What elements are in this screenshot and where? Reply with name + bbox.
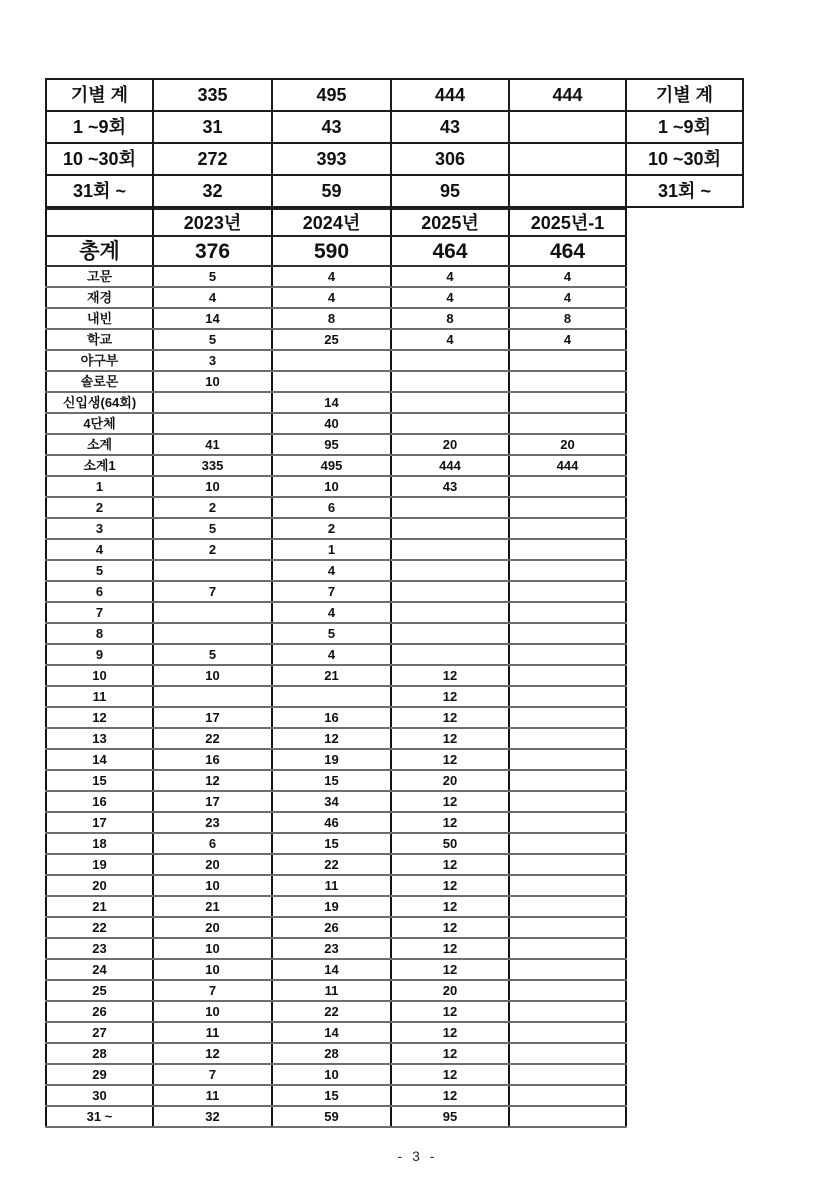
value-cell: 4 xyxy=(391,329,509,350)
value-cell: 41 xyxy=(153,434,272,455)
row-label-cell: 1 ~9회 xyxy=(46,111,153,143)
value-cell: 14 xyxy=(272,959,391,980)
table-row xyxy=(46,959,626,980)
row-label-cell: 11 xyxy=(46,686,153,707)
value-cell: 43 xyxy=(391,476,509,497)
row-label-cell: 9 xyxy=(46,644,153,665)
value-cell: 10 xyxy=(153,371,272,392)
value-cell: 4 xyxy=(272,266,391,287)
row-label-cell: 23 xyxy=(46,938,153,959)
table-row xyxy=(46,602,626,623)
value-cell xyxy=(509,371,626,392)
table-row xyxy=(46,812,626,833)
table-row xyxy=(46,350,626,371)
value-cell: 12 xyxy=(391,1064,509,1085)
value-cell xyxy=(509,413,626,434)
row-label-cell: 26 xyxy=(46,1001,153,1022)
year-header-cell xyxy=(46,209,153,236)
value-cell: 12 xyxy=(391,1001,509,1022)
value-cell: 12 xyxy=(391,917,509,938)
value-cell: 12 xyxy=(391,854,509,875)
value-cell xyxy=(509,980,626,1001)
value-cell: 16 xyxy=(272,707,391,728)
row-label-cell-right: 1 ~9회 xyxy=(626,111,743,143)
value-cell: 46 xyxy=(272,812,391,833)
value-cell xyxy=(509,812,626,833)
value-cell: 32 xyxy=(153,1106,272,1127)
value-cell: 15 xyxy=(272,1085,391,1106)
value-cell xyxy=(391,623,509,644)
value-cell: 5 xyxy=(153,644,272,665)
value-cell: 7 xyxy=(153,980,272,1001)
value-cell: 22 xyxy=(272,854,391,875)
value-cell xyxy=(391,392,509,413)
value-cell: 2 xyxy=(153,539,272,560)
table-row xyxy=(46,665,626,686)
table-row xyxy=(46,308,626,329)
table-row xyxy=(46,581,626,602)
row-label-cell: 3 xyxy=(46,518,153,539)
value-cell: 21 xyxy=(153,896,272,917)
table-row xyxy=(46,770,626,791)
value-cell xyxy=(391,518,509,539)
row-label-cell: 총계 xyxy=(46,236,153,266)
value-cell: 20 xyxy=(391,980,509,1001)
row-label-cell: 25 xyxy=(46,980,153,1001)
row-label-cell: 17 xyxy=(46,812,153,833)
value-cell xyxy=(509,1106,626,1127)
value-cell: 50 xyxy=(391,833,509,854)
row-label-cell: 4 xyxy=(46,539,153,560)
row-label-cell: 야구부 xyxy=(46,350,153,371)
value-cell: 10 xyxy=(153,1001,272,1022)
row-label-cell: 8 xyxy=(46,623,153,644)
value-cell: 19 xyxy=(272,896,391,917)
table-row xyxy=(46,1064,626,1085)
row-label-cell: 30 xyxy=(46,1085,153,1106)
value-cell xyxy=(509,686,626,707)
table-row xyxy=(46,497,626,518)
value-cell xyxy=(391,350,509,371)
table-row xyxy=(46,791,626,812)
table-row xyxy=(46,644,626,665)
row-label-cell: 15 xyxy=(46,770,153,791)
value-cell xyxy=(509,476,626,497)
row-label-cell-right: 10 ~30회 xyxy=(626,143,743,175)
value-cell: 10 xyxy=(153,938,272,959)
year-header-cell: 2023년 xyxy=(153,209,272,236)
value-cell xyxy=(509,560,626,581)
value-cell xyxy=(509,749,626,770)
summary-row xyxy=(46,79,743,111)
value-cell xyxy=(509,518,626,539)
value-cell xyxy=(391,581,509,602)
table-row xyxy=(46,392,626,413)
value-cell: 20 xyxy=(153,854,272,875)
value-cell: 12 xyxy=(272,728,391,749)
value-cell: 12 xyxy=(153,1043,272,1064)
value-cell: 5 xyxy=(153,266,272,287)
table-row xyxy=(46,434,626,455)
row-label-cell: 소계1 xyxy=(46,455,153,476)
value-cell: 2 xyxy=(272,518,391,539)
value-cell: 10 xyxy=(153,959,272,980)
value-cell: 444 xyxy=(509,455,626,476)
summary-row xyxy=(46,175,743,207)
value-cell: 59 xyxy=(272,1106,391,1127)
value-cell: 444 xyxy=(391,79,509,111)
value-cell xyxy=(509,791,626,812)
value-cell xyxy=(153,413,272,434)
table-row xyxy=(46,266,626,287)
summary-row xyxy=(46,143,743,175)
value-cell: 590 xyxy=(272,236,391,266)
value-cell: 22 xyxy=(153,728,272,749)
table-row xyxy=(46,455,626,476)
value-cell: 17 xyxy=(153,791,272,812)
value-cell: 5 xyxy=(153,329,272,350)
value-cell xyxy=(509,644,626,665)
row-label-cell: 24 xyxy=(46,959,153,980)
value-cell: 31 xyxy=(153,111,272,143)
table-row xyxy=(46,476,626,497)
value-cell: 4 xyxy=(272,560,391,581)
value-cell xyxy=(153,392,272,413)
row-label-cell: 7 xyxy=(46,602,153,623)
row-label-cell: 내빈 xyxy=(46,308,153,329)
table-row xyxy=(46,1085,626,1106)
table-row xyxy=(46,329,626,350)
value-cell xyxy=(509,833,626,854)
value-cell: 10 xyxy=(272,1064,391,1085)
table-row xyxy=(46,749,626,770)
value-cell: 32 xyxy=(153,175,272,207)
value-cell: 12 xyxy=(391,812,509,833)
value-cell: 4 xyxy=(272,602,391,623)
value-cell: 10 xyxy=(272,476,391,497)
value-cell xyxy=(391,413,509,434)
value-cell xyxy=(509,1064,626,1085)
table-row xyxy=(46,833,626,854)
value-cell: 12 xyxy=(391,896,509,917)
value-cell: 43 xyxy=(391,111,509,143)
value-cell: 4 xyxy=(272,644,391,665)
value-cell xyxy=(391,560,509,581)
value-cell: 12 xyxy=(391,707,509,728)
value-cell xyxy=(153,623,272,644)
value-cell: 12 xyxy=(391,749,509,770)
value-cell xyxy=(509,623,626,644)
row-label-cell: 13 xyxy=(46,728,153,749)
table-row xyxy=(46,1022,626,1043)
row-label-cell: 19 xyxy=(46,854,153,875)
value-cell xyxy=(272,371,391,392)
value-cell: 12 xyxy=(391,686,509,707)
value-cell: 14 xyxy=(153,308,272,329)
value-cell xyxy=(509,602,626,623)
value-cell: 10 xyxy=(153,476,272,497)
row-label-cell: 31 ~ xyxy=(46,1106,153,1127)
value-cell: 11 xyxy=(272,980,391,1001)
value-cell: 335 xyxy=(153,79,272,111)
value-cell xyxy=(391,644,509,665)
value-cell: 59 xyxy=(272,175,391,207)
row-label-cell-right: 기별 계 xyxy=(626,79,743,111)
value-cell xyxy=(509,1085,626,1106)
value-cell: 34 xyxy=(272,791,391,812)
row-label-cell: 10 xyxy=(46,665,153,686)
value-cell: 22 xyxy=(272,1001,391,1022)
table-row xyxy=(46,917,626,938)
value-cell xyxy=(391,602,509,623)
value-cell xyxy=(509,875,626,896)
value-cell: 464 xyxy=(391,236,509,266)
table-row xyxy=(46,896,626,917)
value-cell: 12 xyxy=(391,1085,509,1106)
value-cell xyxy=(509,917,626,938)
table-row xyxy=(46,854,626,875)
value-cell: 495 xyxy=(272,455,391,476)
value-cell: 272 xyxy=(153,143,272,175)
value-cell: 8 xyxy=(391,308,509,329)
row-label-cell: 12 xyxy=(46,707,153,728)
value-cell xyxy=(391,371,509,392)
value-cell: 376 xyxy=(153,236,272,266)
table-row xyxy=(46,1106,626,1127)
value-cell: 17 xyxy=(153,707,272,728)
row-label-cell: 재경 xyxy=(46,287,153,308)
value-cell xyxy=(509,111,626,143)
value-cell: 11 xyxy=(272,875,391,896)
value-cell: 14 xyxy=(272,392,391,413)
value-cell: 12 xyxy=(153,770,272,791)
value-cell: 11 xyxy=(153,1085,272,1106)
value-cell: 4 xyxy=(509,266,626,287)
page-number: - 3 - xyxy=(397,1148,438,1164)
value-cell: 7 xyxy=(272,581,391,602)
value-cell: 5 xyxy=(153,518,272,539)
value-cell xyxy=(509,665,626,686)
value-cell: 1 xyxy=(272,539,391,560)
value-cell: 10 xyxy=(153,665,272,686)
table-row xyxy=(46,413,626,434)
table-row xyxy=(46,560,626,581)
value-cell: 11 xyxy=(153,1022,272,1043)
value-cell: 23 xyxy=(153,812,272,833)
value-cell xyxy=(509,728,626,749)
value-cell: 306 xyxy=(391,143,509,175)
value-cell xyxy=(153,686,272,707)
value-cell: 12 xyxy=(391,1043,509,1064)
value-cell: 19 xyxy=(272,749,391,770)
value-cell: 12 xyxy=(391,875,509,896)
year-header-cell: 2025년-1 xyxy=(509,209,626,236)
value-cell xyxy=(153,560,272,581)
value-cell: 8 xyxy=(509,308,626,329)
summary-table xyxy=(45,78,744,208)
value-cell: 23 xyxy=(272,938,391,959)
value-cell xyxy=(509,707,626,728)
value-cell: 4 xyxy=(509,287,626,308)
value-cell: 12 xyxy=(391,665,509,686)
row-label-cell: 31회 ~ xyxy=(46,175,153,207)
value-cell xyxy=(509,539,626,560)
value-cell: 14 xyxy=(272,1022,391,1043)
value-cell: 26 xyxy=(272,917,391,938)
table-row xyxy=(46,287,626,308)
value-cell xyxy=(509,1001,626,1022)
value-cell: 28 xyxy=(272,1043,391,1064)
value-cell xyxy=(509,959,626,980)
value-cell xyxy=(509,392,626,413)
row-label-cell: 28 xyxy=(46,1043,153,1064)
table-row xyxy=(46,707,626,728)
value-cell: 95 xyxy=(391,1106,509,1127)
value-cell xyxy=(509,896,626,917)
value-cell: 6 xyxy=(153,833,272,854)
value-cell: 7 xyxy=(153,1064,272,1085)
row-label-cell: 고문 xyxy=(46,266,153,287)
value-cell xyxy=(509,1043,626,1064)
value-cell: 25 xyxy=(272,329,391,350)
value-cell xyxy=(509,581,626,602)
value-cell: 95 xyxy=(391,175,509,207)
value-cell: 4 xyxy=(391,266,509,287)
total-row xyxy=(46,236,626,266)
table-row xyxy=(46,980,626,1001)
table-row xyxy=(46,686,626,707)
value-cell: 21 xyxy=(272,665,391,686)
row-label-cell: 신입생(64회) xyxy=(46,392,153,413)
table-row xyxy=(46,371,626,392)
value-cell: 4 xyxy=(391,287,509,308)
row-label-cell: 1 xyxy=(46,476,153,497)
row-label-cell: 21 xyxy=(46,896,153,917)
value-cell xyxy=(509,143,626,175)
row-label-cell-right: 31회 ~ xyxy=(626,175,743,207)
value-cell: 10 xyxy=(153,875,272,896)
value-cell: 12 xyxy=(391,938,509,959)
row-label-cell: 14 xyxy=(46,749,153,770)
summary-row xyxy=(46,111,743,143)
value-cell: 6 xyxy=(272,497,391,518)
table-row xyxy=(46,875,626,896)
row-label-cell: 5 xyxy=(46,560,153,581)
main-table xyxy=(45,208,627,1128)
value-cell: 20 xyxy=(391,770,509,791)
value-cell xyxy=(391,497,509,518)
table-row xyxy=(46,1043,626,1064)
value-cell: 335 xyxy=(153,455,272,476)
value-cell xyxy=(391,539,509,560)
value-cell: 4 xyxy=(509,329,626,350)
row-label-cell: 18 xyxy=(46,833,153,854)
year-header-cell: 2025년 xyxy=(391,209,509,236)
row-label-cell: 2 xyxy=(46,497,153,518)
value-cell: 12 xyxy=(391,791,509,812)
value-cell: 15 xyxy=(272,770,391,791)
row-label-cell: 소계 xyxy=(46,434,153,455)
value-cell: 495 xyxy=(272,79,391,111)
row-label-cell: 4단체 xyxy=(46,413,153,434)
value-cell: 12 xyxy=(391,959,509,980)
value-cell: 393 xyxy=(272,143,391,175)
value-cell: 3 xyxy=(153,350,272,371)
table-row xyxy=(46,938,626,959)
value-cell xyxy=(509,350,626,371)
value-cell: 12 xyxy=(391,1022,509,1043)
table-row xyxy=(46,518,626,539)
table-row xyxy=(46,539,626,560)
value-cell: 4 xyxy=(153,287,272,308)
value-cell xyxy=(509,497,626,518)
table-row xyxy=(46,623,626,644)
value-cell xyxy=(509,854,626,875)
value-cell: 95 xyxy=(272,434,391,455)
value-cell: 20 xyxy=(509,434,626,455)
value-cell: 43 xyxy=(272,111,391,143)
row-label-cell: 27 xyxy=(46,1022,153,1043)
value-cell: 8 xyxy=(272,308,391,329)
value-cell xyxy=(153,602,272,623)
value-cell: 464 xyxy=(509,236,626,266)
value-cell: 2 xyxy=(153,497,272,518)
value-cell: 20 xyxy=(153,917,272,938)
value-cell: 15 xyxy=(272,833,391,854)
value-cell: 7 xyxy=(153,581,272,602)
row-label-cell: 29 xyxy=(46,1064,153,1085)
value-cell xyxy=(509,770,626,791)
value-cell: 20 xyxy=(391,434,509,455)
row-label-cell: 기별 계 xyxy=(46,79,153,111)
year-header-row xyxy=(46,209,626,236)
row-label-cell: 솔로몬 xyxy=(46,371,153,392)
row-label-cell: 22 xyxy=(46,917,153,938)
row-label-cell: 학교 xyxy=(46,329,153,350)
value-cell xyxy=(509,1022,626,1043)
value-cell: 444 xyxy=(391,455,509,476)
value-cell: 16 xyxy=(153,749,272,770)
value-cell: 40 xyxy=(272,413,391,434)
row-label-cell: 6 xyxy=(46,581,153,602)
table-row xyxy=(46,1001,626,1022)
value-cell: 444 xyxy=(509,79,626,111)
row-label-cell: 16 xyxy=(46,791,153,812)
row-label-cell: 20 xyxy=(46,875,153,896)
value-cell: 12 xyxy=(391,728,509,749)
value-cell xyxy=(272,350,391,371)
row-label-cell: 10 ~30회 xyxy=(46,143,153,175)
value-cell: 5 xyxy=(272,623,391,644)
value-cell xyxy=(509,175,626,207)
value-cell xyxy=(272,686,391,707)
table-row xyxy=(46,728,626,749)
value-cell xyxy=(509,938,626,959)
value-cell: 4 xyxy=(272,287,391,308)
year-header-cell: 2024년 xyxy=(272,209,391,236)
